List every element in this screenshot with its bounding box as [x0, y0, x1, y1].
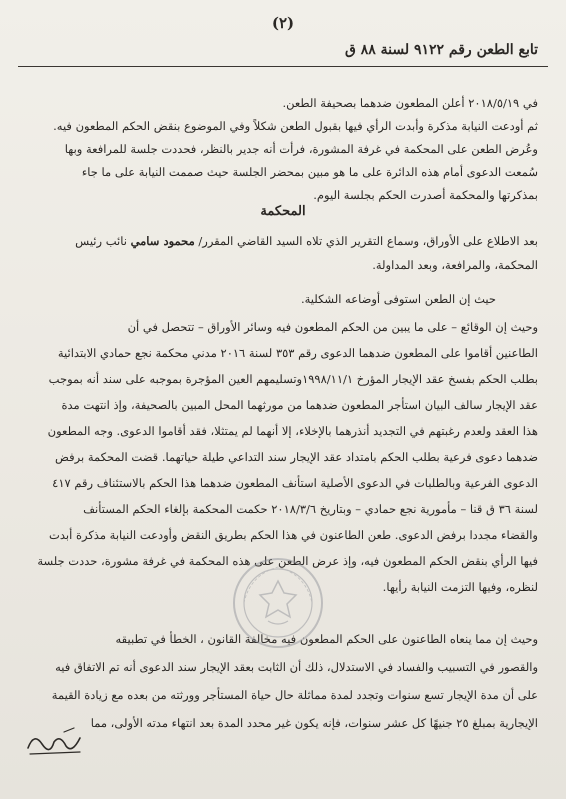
case-title: تابع الطعن رقم ٩١٢٢ لسنة ٨٨ ق	[344, 42, 538, 58]
body-line: في ٢٠١٨/٥/١٩ أعلن المطعون ضدهما بصحيفة الطعن.	[282, 96, 538, 110]
grounds-line: وحيث إن مما ينعاه الطاعنون على الحكم المطعون فيه مخالفة القانون ، الخطأ في تطبيقه	[115, 632, 538, 646]
facts-line: والقضاء مجددا برفض الدعوى. طعن الطاعنون في هذا الحكم بطريق النقض وأودعت النيابة مذكرة أبدت	[49, 528, 538, 542]
court-seal-stamp-icon	[230, 555, 326, 651]
grounds-line: الإيجارية بمبلغ ٢٥ جنيهًا كل عشر سنوات، فإنه يكون غير محدد المدة بعد انتهاء مدته الأولى، مما	[90, 716, 538, 730]
intro-line-2: المحكمة، والمرافعة، وبعد المداولة.	[372, 258, 538, 272]
grounds-line: على أن مدة الإيجار تسع سنوات وتجدد لمدة مماثلة حال حياة المستأجر وورثته من بعده مع زيادة القيمة	[51, 688, 538, 702]
intro-text-before: بعد الاطلاع على الأوراق، وسماع التقرير الذي تلاه السيد القاضي المقرر/	[198, 234, 538, 248]
page-number: (٢)	[271, 14, 295, 32]
body-line: بمذكرتها والمحكمة أصدرت الحكم بجلسة اليوم.	[313, 188, 538, 202]
intro-text-after: نائب رئيس	[75, 234, 127, 248]
header-divider	[18, 66, 548, 67]
facts-line: عقد الإيجار سالف البيان استأجر المطعون ضدهما من مورثهما المحل المبين بالصحيفة، وإذ انتهت مدة	[61, 398, 538, 412]
body-line: وعُرض الطعن على المحكمة في غرفة المشورة، فرأت أنه جدير بالنظر، فحددت جلسة للمرافعة وبها	[64, 142, 538, 156]
facts-line: الطاعنين أقاموا على المطعون ضدهما الدعوى رقم ٣٥٣ لسنة ٢٠١٦ مدني محكمة نجع حمادي الابتدائية	[57, 346, 538, 360]
facts-line: هذا العقد ولعدم رغبتهم في التجديد أنذرهما بالإخلاء، إلا أنهما لم يمتثلا، فقد أقاموا الدعوى. وجه المطعون	[47, 424, 538, 438]
facts-line: فيها الرأي بنقض الحكم المطعون فيه، وإذ عرض الطعن على هذه المحكمة في غرفة مشورة، حددت جلسة	[37, 554, 538, 568]
judge-name: محمود سامي	[130, 234, 195, 248]
body-line: ثم أودعت النيابة مذكرة وأبدت الرأي فيها بقبول الطعن شكلاً وفي الموضوع بنقض الحكم المطعون فيه.	[53, 119, 538, 133]
facts-line: وحيث إن الوقائع – على ما يبين من الحكم المطعون فيه وسائر الأوراق – تتحصل في أن	[127, 320, 538, 334]
facts-line: الدعوى الفرعية وبالطلبات في الدعوى الأصلية استأنف المطعون ضدهما هذا الحكم بالاستئناف رقم ٤١٧	[52, 476, 538, 490]
signature-icon	[24, 724, 86, 760]
facts-line: لنظره، وفيها التزمت النيابة رأيها.	[382, 580, 538, 594]
facts-line: بطلب الحكم بفسخ عقد الإيجار المؤرخ ١٩٩٨/١١/١وتسليمهم العين المؤجرة بموجبه على سند أنه بموجب	[48, 372, 538, 386]
intro-line	[22, 234, 538, 248]
facts-line: لسنة ٣٦ ق قنا – مأمورية نجع حمادي – وبتاريخ ٢٠١٨/٣/٦ حكمت المحكمة بإلغاء الحكم المستأنف	[83, 502, 538, 516]
body-line: سُمعت الدعوى أمام هذه الدائرة على ما هو مبين بمحضر الجلسة حيث صممت النيابة على ما جاء	[81, 165, 538, 179]
formal-line: حيث إن الطعن استوفى أوضاعه الشكلية.	[300, 292, 496, 306]
grounds-line: والقصور في التسبيب والفساد في الاستدلال، ذلك أن الثابت بعقد الإيجار سند الدعوى أنه تم الاتفاق فيه	[55, 660, 538, 674]
court-heading: المحكمة	[260, 204, 306, 219]
facts-line: ضدهما دعوى فرعية بطلب الحكم بامتداد عقد الإيجار سند التداعي طيلة حياتهما. قضت المحكمة برفض	[55, 450, 538, 464]
